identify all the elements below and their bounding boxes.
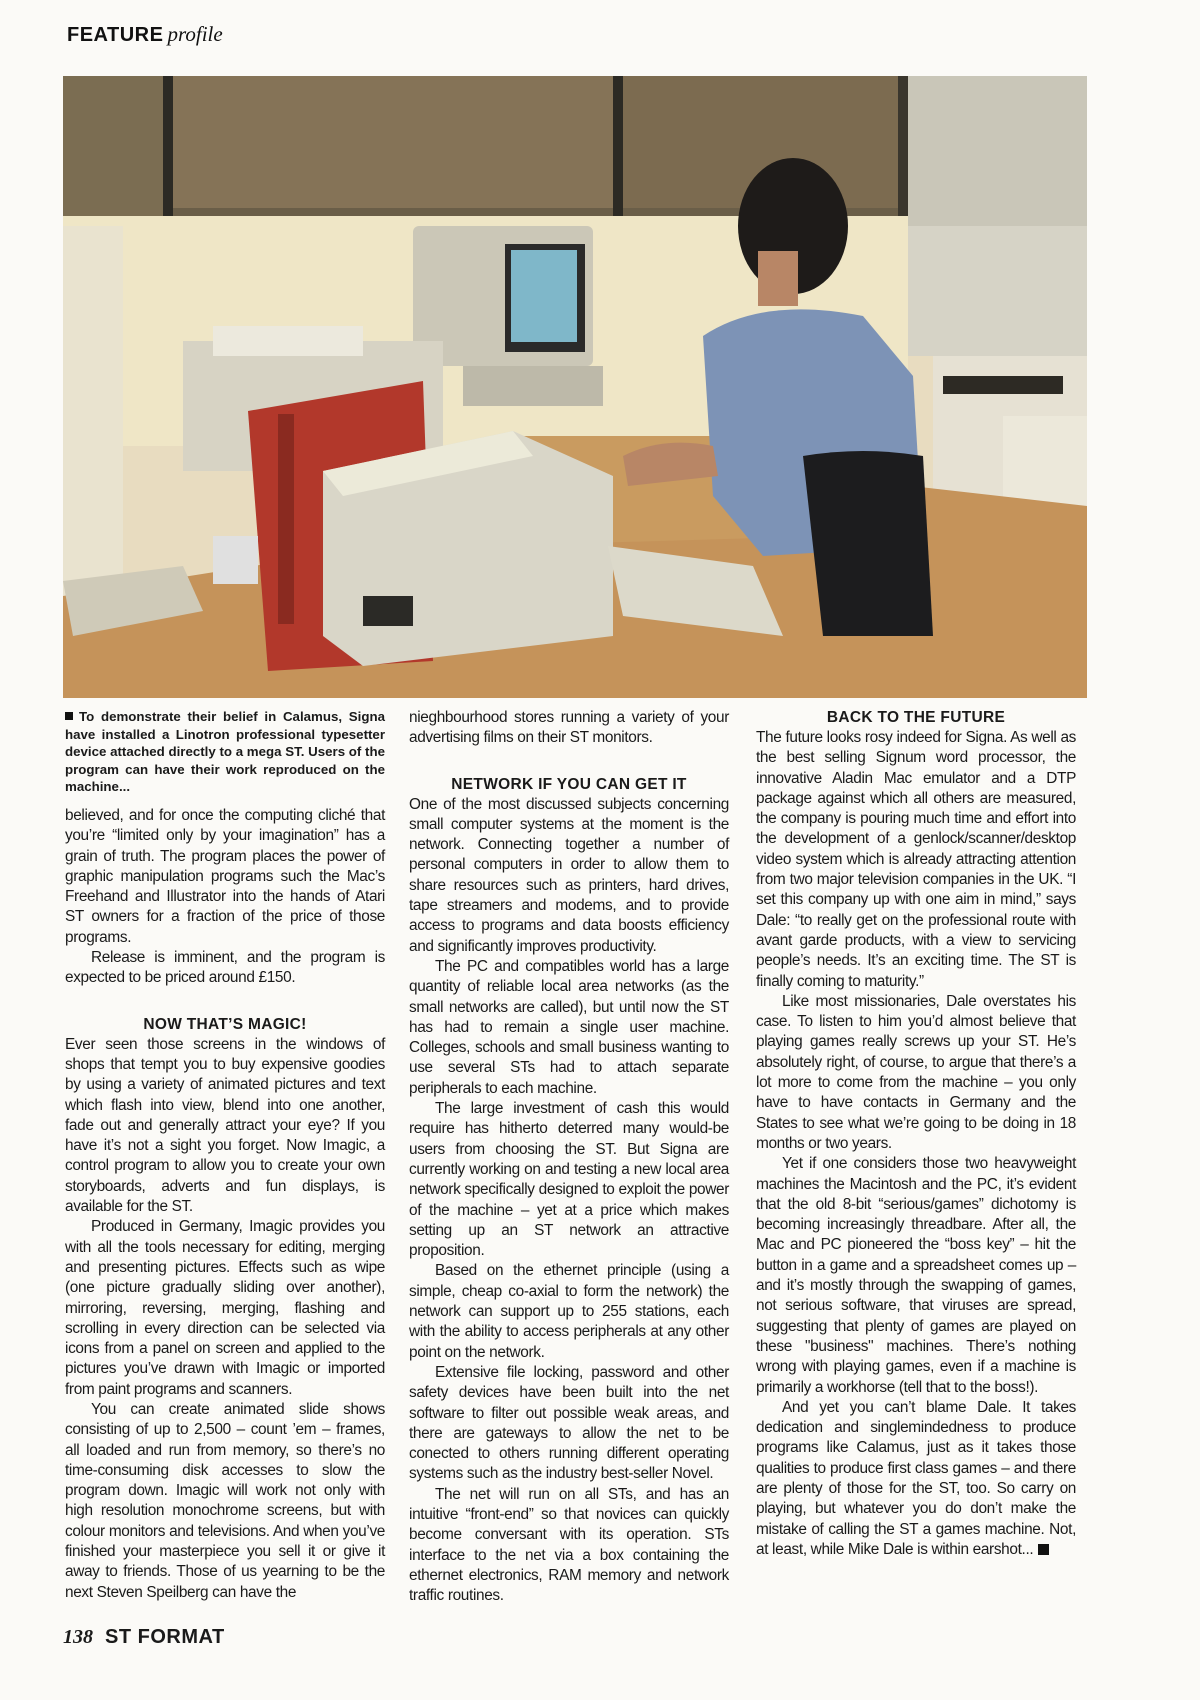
- column-3: [756, 708, 1076, 1560]
- paragraph: Like most missionaries, Dale overstates his case. To listen to him you’d almost believe that playing games really screws up your ST. He’s absolutely right, of course, to argue that there’s a lot more to come from the machine – you only have to have contacts in Germany and the States to see what we’re going to be doing in 18 months or two years.: [756, 992, 1076, 1152]
- page-number: 138: [63, 1626, 93, 1648]
- paragraph: The net will run on all STs, and has an intuitive “front-end” so that novices can quickly become conversant with its operation. STs interface to the net via a box containing the ethernet electronics, RAM memory and network traffic routines.: [409, 1485, 729, 1605]
- paragraph: believed, and for once the computing cliché that you’re “limited only by your imagination” has a grain of truth. The program places the power of graphic manipulation programs such the Mac’s Freehand and Illustrator into the hands of Atari ST owners for a fraction of the price of those programs.: [65, 806, 385, 946]
- paragraph: Release is imminent, and the program is expected to be priced around £150.: [65, 949, 385, 987]
- photo-caption: [65, 708, 385, 796]
- section-subtitle: profile: [167, 22, 223, 46]
- paragraph: You can create animated slide shows consisting of up to 2,500 – count ’em – frames, all loaded and run from memory, so there’s no time-consuming disk accesses to slow the program down. Imagic will work not only with high resolution monochrome screens, but with colour monitors and televisions. And when you’ve finished your masterpiece you sell it or give it away to friends. Those of us yearning to be the next Steven Speilberg can have the: [65, 1400, 385, 1601]
- subheading: NETWORK IF YOU CAN GET IT: [451, 775, 687, 793]
- paragraph: Produced in Germany, Imagic provides you with all the tools necessary for editing, merging and presenting pictures. Effects such as wipe (one picture gradually sliding over another), mirroring, reversing, merging, flashing and scrolling in every direction can be selected via icons from a panel on screen and applied to the pictures you’ve drawn with Imagic or imported from paint programs and scanners.: [65, 1218, 385, 1398]
- paragraph-text: And yet you can’t blame Dale. It takes dedication and singlemindedness to produce programs like Calamus, just as it takes those qualities to produce first class games – and there are plenty of those for the ST, too. So carry on playing, but whatever you do don’t make the mistake of calling the ST a games machine. Not, at least, while Mike Dale is within earshot...: [756, 1398, 1076, 1558]
- end-mark-square-icon: [1038, 1544, 1049, 1555]
- section-header: [67, 22, 223, 47]
- paragraph: The large investment of cash this would require has hitherto deterred many would-be users from choosing the ST. But Signa are currently working on and testing a new local area network specifically designed to exploit the power of the machine – yet at a price which makes setting up an ST network an attractive proposition.: [409, 1100, 729, 1260]
- page-footer: [63, 1626, 225, 1649]
- paragraph: The PC and compatibles world has a large quantity of reliable local area networks (as the small networks are called), but until now the ST has had to remain a single user machine. Colleges, schools and small business wanting to use several STs had to attach separate peripherals to each machine.: [409, 957, 729, 1097]
- column-2: [409, 708, 729, 1606]
- column-1: [65, 708, 385, 1603]
- subheading: NOW THAT’S MAGIC!: [143, 1015, 307, 1033]
- subheading: BACK TO THE FUTURE: [826, 709, 1006, 726]
- caption-text: To demonstrate their belief in Calamus, Signa have installed a Linotron professional typesetter device attached directly to a mega ST. Users of the program can have their work reproduced on the machine...: [65, 709, 385, 795]
- paragraph: The future looks rosy indeed for Signa. As well as the best selling Signum word processor, the innovative Aladin Mac emulator and a DTP package against which all others are measured, the company is pouring much time and effort into the development of a genlock/scanner/desktop video system which is already attracting attention from two major television companies in the UK. “I set this company up with one aim in mind,” says Dale: “to really get on the professional route with avant garde products, with a view to servicing people’s needs. It’s an exciting time. The ST is finally coming to maturity.”: [756, 729, 1076, 990]
- paragraph: Yet if one considers those two heavyweight machines the Macintosh and the PC, it’s evident that the old 8-bit “serious/games” dichotomy is becoming increasingly threadbare. After all, the Mac and PC pioneered the “boss key” – hit the button in a game and a spreadsheet comes up – and it’s mostly through the swapping of games, not serious software, that viruses are spread, suggesting that plenty of games are played on these "business" machines. There’s nothing wrong with playing games, even if a machine is primarily a workhorse (tell that to the boss!).: [756, 1155, 1076, 1396]
- paragraph: Extensive file locking, password and other safety devices have been built into the net software to filter out possible weak areas, and there are gateways to allow the net to be conected to others running different operating systems such as the industry best-seller Novel.: [409, 1363, 729, 1483]
- paragraph: Based on the ethernet principle (using a simple, cheap co-axial to form the network) the network can support up to 255 stations, each with the ability to access peripherals at any other point on the network.: [409, 1262, 729, 1361]
- office-photo-illustration: [63, 76, 1087, 698]
- paragraph: nieghbourhood stores running a variety of your advertising films on their ST monitors.: [409, 709, 729, 747]
- paragraph: Ever seen those screens in the windows of shops that tempt you to buy expensive goodies by using a variety of animated pictures and text which flash into view, blend into one another, fade out and generally attract your eye? If you have it’s not a sight you forget. Now Imagic, a control program to allow you to create your own storyboards, adverts and fun displays, is available for the ST.: [65, 1035, 385, 1216]
- paragraph: One of the most discussed subjects concerning small computer systems at the moment is the network. Connecting together a number of personal computers in order to allow them to share resources such as printers, hard drives, tape streamers and modems, and to provide access to programs and data boosts efficiency and significantly improves productivity.: [409, 795, 729, 955]
- bullet-square-icon: [65, 712, 73, 720]
- feature-photo: [63, 76, 1087, 698]
- section-kicker: FEATURE: [67, 24, 164, 46]
- magazine-title: ST FORMAT: [105, 1626, 225, 1648]
- paragraph: [756, 1398, 1076, 1560]
